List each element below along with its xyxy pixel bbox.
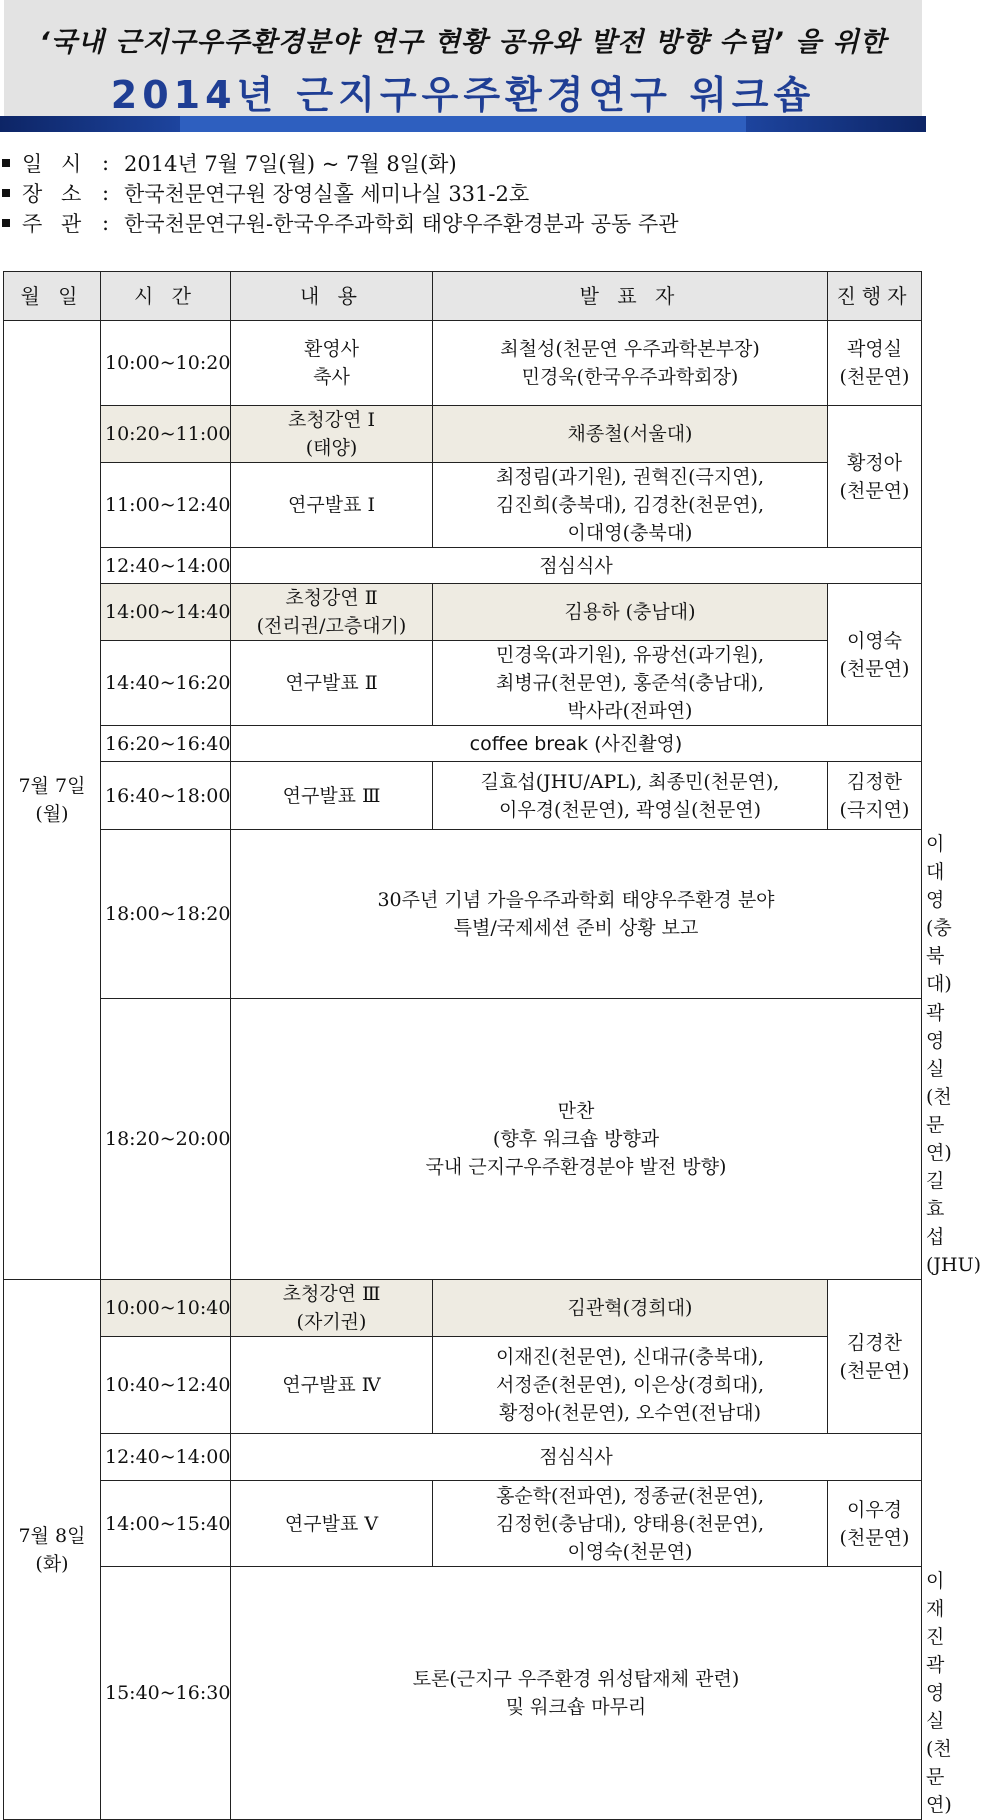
day2-date-cell (4, 1280, 101, 1820)
table-row (4, 321, 922, 406)
content-line: 만찬 (557, 1100, 595, 1122)
merged-content-cell (231, 999, 922, 1280)
table-row (4, 1280, 922, 1337)
info-date (0, 148, 679, 178)
chair-cell (828, 584, 922, 726)
speaker-line: 박사라(전파연) (567, 700, 693, 722)
time-cell: 10:20~11:00 (101, 406, 231, 463)
chair-line: 황정아 (846, 451, 903, 474)
speaker-line: 이우경(천문연), 곽영실(천문연) (499, 798, 761, 821)
speaker-line: 김정헌(충남대), 양태용(천문연), (495, 1512, 765, 1535)
speakers-cell (433, 1337, 828, 1434)
day1-date-cell (4, 321, 101, 1280)
info-value: 2014년 7월 7일(월) ~ 7월 8일(화) (124, 152, 457, 176)
speaker-line: 민경욱(한국우주과학회장) (521, 366, 739, 388)
time-cell: 15:40~16:30 (101, 1567, 231, 1820)
content-line: 초청강연 Ⅰ (288, 409, 375, 431)
speakers-cell (433, 406, 828, 463)
time-cell: 12:40~14:00 (101, 548, 231, 584)
time-cell: 10:40~12:40 (101, 1337, 231, 1434)
content-line: 초청강연 Ⅲ (282, 1283, 381, 1305)
info-colon: : (102, 211, 110, 235)
header-chair: 진행자 (828, 272, 922, 321)
table-row: 18:20~20:00 만찬 (향후 워크숍 방향과 국내 근지구우주환경분야 발전 방향) 곽영실 (천문연) 길효섭 (JHU) (4, 999, 922, 1280)
speaker-line: 김용하 (충남대) (564, 601, 696, 623)
speakers-cell (433, 463, 828, 548)
speaker-line: 김진희(충북대), 김경찬(천문연), (495, 494, 765, 516)
time-cell: 18:20~20:00 (101, 999, 231, 1280)
chair-cell (828, 1280, 922, 1434)
chair-line: (천문연) (839, 657, 910, 680)
table-row (4, 584, 922, 641)
speaker-line: 민경욱(과기원), 유광선(과기원), (495, 644, 765, 666)
speakers-cell (433, 1280, 828, 1337)
time-cell: 16:20~16:40 (101, 726, 231, 762)
merged-content-cell: 점심식사 (231, 1434, 922, 1481)
content-cell (231, 1337, 433, 1434)
table-row (4, 463, 922, 548)
chair-cell (828, 321, 922, 406)
info-label: 장 소 (22, 182, 88, 206)
time-cell: 16:40~18:00 (101, 762, 231, 830)
table-row (4, 641, 922, 726)
event-info (0, 148, 679, 238)
speaker-line: 길효섭(JHU/APL), 최종민(천문연), (480, 770, 780, 793)
speaker-line: 채종철(서울대) (567, 423, 693, 445)
table-row (4, 762, 922, 830)
content-line: 연구발표 Ⅰ (288, 494, 375, 516)
content-line: 특별/국제세션 준비 상황 보고 (453, 917, 699, 939)
content-cell (231, 1280, 433, 1337)
table-row (4, 1337, 922, 1434)
content-line: 국내 근지구우주환경분야 발전 방향) (425, 1156, 727, 1178)
table-row (4, 406, 922, 463)
chair-line: (천문연) (839, 1359, 910, 1382)
chair-cell (828, 406, 922, 548)
header-speakers: 발 표 자 (433, 272, 828, 321)
time-cell: 12:40~14:00 (101, 1434, 231, 1481)
content-cell (231, 584, 433, 641)
table-row: 15:40~16:30 토론(근지구 우주환경 위성탑재체 관련) 및 워크숍 마무리 이재진 곽영실 (천문연) (4, 1567, 922, 1820)
time-cell: 11:00~12:40 (101, 463, 231, 548)
content-line: 30주년 기념 가을우주과학회 태양우주환경 분야 (377, 889, 775, 911)
content-cell (231, 762, 433, 830)
speaker-line: 최철성(천문연 우주과학본부장) (500, 338, 760, 360)
time-cell: 14:40~16:20 (101, 641, 231, 726)
speakers-cell (433, 584, 828, 641)
workshop-subtitle: ‘국내 근지구우주환경분야 연구 현황 공유와 발전 방향 수립’ 을 위한 (39, 27, 887, 58)
content-line: (향후 워크숍 방향과 (492, 1128, 660, 1150)
content-cell (231, 463, 433, 548)
merged-content-cell: 점심식사 (231, 548, 922, 584)
content-cell (231, 1481, 433, 1567)
speaker-line: 서정준(천문연), 이은상(경희대), (495, 1374, 765, 1396)
chair-line: 이영숙 (846, 629, 903, 652)
speaker-line: 최정림(과기원), 권혁진(극지연), (495, 466, 765, 488)
square-bullet-icon (2, 159, 10, 167)
content-cell (231, 406, 433, 463)
info-label: 일 시 (22, 152, 88, 176)
chair-line: 김경찬 (846, 1331, 903, 1354)
info-value: 한국천문연구원-한국우주과학회 태양우주환경분과 공동 주관 (124, 212, 679, 236)
time-cell: 18:00~18:20 (101, 830, 231, 999)
speakers-cell (433, 321, 828, 406)
content-line: (전리권/고층대기) (256, 615, 407, 637)
content-line: 및 워크숍 마무리 (505, 1696, 647, 1718)
info-label: 주 관 (22, 212, 88, 236)
square-bullet-icon (2, 189, 10, 197)
chair-line: 김정한 (846, 770, 903, 793)
table-row: 18:00~18:20 30주년 기념 가을우주과학회 태양우주환경 분야 특별/국제세션 준비 상황 보고 이대영 (충북대) (4, 830, 922, 999)
chair-cell (828, 1481, 922, 1567)
workshop-title: 2014년 근지구우주환경연구 워크숍 (110, 73, 816, 117)
speaker-line: 홍순학(전파연), 정종균(천문연), (495, 1484, 765, 1507)
merged-content-cell (231, 1567, 922, 1820)
speaker-line: 최병규(천문연), 홍준석(충남대), (495, 672, 765, 694)
speaker-line: 황정아(천문연), 오수연(전남대) (499, 1402, 761, 1424)
merged-content-cell (231, 830, 922, 999)
speakers-cell (433, 1481, 828, 1567)
time-cell: 10:00~10:20 (101, 321, 231, 406)
day-date: 7월 7일 (18, 775, 86, 797)
table-row (4, 548, 922, 584)
table-row (4, 1434, 922, 1481)
content-cell (231, 321, 433, 406)
content-line: 연구발표 Ⅱ (285, 672, 378, 694)
day-weekday: (화) (35, 1552, 69, 1575)
time-cell: 14:00~15:40 (101, 1481, 231, 1567)
schedule-table (3, 271, 981, 1820)
time-cell: 14:00~14:40 (101, 584, 231, 641)
content-line: 초청강연 Ⅱ (285, 587, 378, 609)
table-row (4, 726, 922, 762)
merged-content-cell: coffee break (사진촬영) (231, 726, 922, 762)
content-line: 환영사 (303, 338, 360, 360)
time-cell: 10:00~10:40 (101, 1280, 231, 1337)
header-time: 시 간 (101, 272, 231, 321)
chair-line: (천문연) (839, 479, 910, 502)
table-header-row (4, 272, 922, 321)
day-weekday: (월) (35, 803, 69, 825)
chair-line: (천문연) (839, 366, 910, 388)
content-line: 연구발표 Ⅲ (282, 784, 381, 807)
speaker-line: 김관혁(경희대) (567, 1297, 693, 1319)
content-line: (태양) (305, 437, 358, 459)
speaker-line: 이영숙(천문연) (567, 1540, 693, 1563)
header-date: 월 일 (4, 272, 101, 321)
header-content: 내 용 (231, 272, 433, 321)
table-row (4, 1481, 922, 1567)
info-venue (0, 178, 679, 208)
header-banner (0, 0, 926, 132)
info-colon: : (102, 151, 110, 175)
chair-line: (극지연) (839, 798, 910, 821)
content-cell (231, 641, 433, 726)
speaker-line: 이재진(천문연), 신대규(충북대), (495, 1346, 765, 1368)
content-line: (자기권) (296, 1311, 367, 1333)
content-line: 토론(근지구 우주환경 위성탑재체 관련) (412, 1668, 740, 1690)
speakers-cell (433, 762, 828, 830)
speakers-cell (433, 641, 828, 726)
info-host (0, 208, 679, 238)
content-line: 연구발표 Ⅴ (284, 1512, 379, 1535)
day-date: 7월 8일 (18, 1524, 86, 1547)
square-bullet-icon (2, 219, 10, 227)
info-colon: : (102, 181, 110, 205)
speaker-line: 이대영(충북대) (567, 522, 693, 544)
chair-cell (828, 762, 922, 830)
content-line: 연구발표 Ⅳ (282, 1374, 381, 1396)
chair-line: (천문연) (839, 1526, 910, 1549)
chair-line: 곽영실 (846, 338, 903, 360)
chair-line: 이우경 (846, 1498, 903, 1521)
content-line: 축사 (313, 366, 350, 388)
info-value: 한국천문연구원 장영실홀 세미나실 331-2호 (124, 182, 530, 206)
